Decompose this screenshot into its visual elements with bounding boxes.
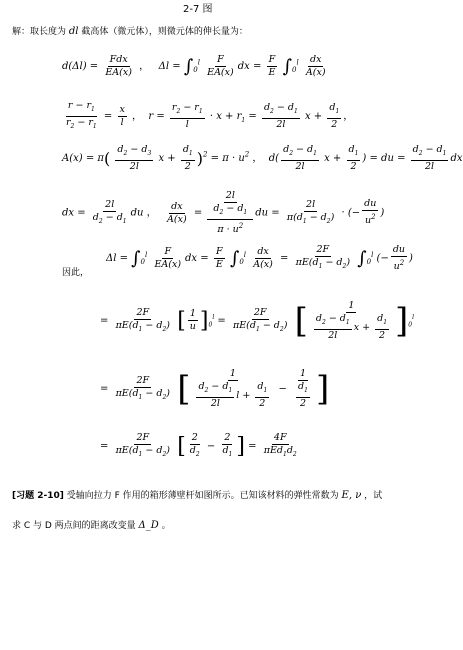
intro-rest: 截高体（微元体），则微元体的伸长量为： [81,27,248,37]
problem-constants: E, ν [341,490,362,501]
problem-text-1: 受轴向拉力 F 作用的箱形薄壁杆如图所示。已知该材料的弹性常数为 [66,491,339,501]
problem-text-2: 求 C 与 D 两点间的距离改变量 [12,521,136,531]
equation-4: dx = $\frac{2l}{d_2 - d_1}$ du ， $\frac{dx}{A(x)}$ = $\frac{\frac{2l}{d_2 - d_1}}{\pi \cdot u^2}$ du = $\frac{2l}{\pi(d_1 - d_2)}$ · (− $\frac{du}{u^2}$ ) [62,190,385,236]
problem-symbol: Δ_D [138,520,159,531]
eq1-text [0,0,1,1]
equation-8: = $\frac{2F}{\pi E(d_1 - d_2)}$ [ $\frac{2}{d_2}$ − $\frac{2}{d_1}$ ] = $\frac{4F}{\pi Ed_1d_2}$ [100,432,297,459]
figure-caption: 2-7 图 [183,4,213,15]
dl-symbol: dl [68,26,79,37]
problem-label: [习题 2-10] [12,491,64,501]
intro-text: 解：取长度为 [12,27,67,37]
equation-7: = $\frac{2F}{\pi E(d_1 - d_2)}$ [ 1 $\frac{d_2 - d_1}{2l}$ l + $\frac{d_1}{2}$ − $\frac{1}{\frac{d_1}{2}}$ ] [100,368,330,409]
equation-3: A(x) = π( $\frac{d_2 - d_3}{2l}$ x + $\frac{d_1}{2}$ )$^2 = \pi \cdot u^2$ ， d( $\frac{d_2 - d_1}{2l}$ x + $\frac{d_1}{2}$ ) = du = $\frac{d_2 - d_1}{2l}$ dx [62,144,463,172]
problem-line-1 [12,488,382,501]
equation-1: d(Δl) = $\frac{\text{Fdx}}{EA(x)}$ ， $\Delta l = \int_0^l$ $\frac{F}{EA(x)}$ dx = $\frac{F}{E}$ $\int_0^l$ $\frac{dx}{A(x)}$ [62,54,326,78]
problem-line-2 [12,518,171,531]
equation-2: $\frac{r - r_1}{r_2 - r_1}$ = $\frac{x}{l}$ ， r = $\frac{r_2 - r_1}{l}$ · $x + r_1$ = $\frac{d_2 - d_1}{2l}$ x + $\frac{d_1}{2}$ ， [66,100,354,130]
problem-text-1b: ，试 [364,491,383,501]
equation-6: = $\frac{2F}{\pi E(d_1 - d_2)}$ [ $\frac{1}{u}$ ]$_0^l$ = $\frac{2F}{\pi E(d_1 - d_2)}$ [ 1 $\frac{d_2 - d_1}{2l}$ x + $\frac{d_1}{2}$ ]$_0^l$ [100,300,415,341]
equation-5: $\Delta l = \int_0^l$ $\frac{F}{EA(x)}$ dx = $\frac{F}{E}$ $\int_0^l$ $\frac{dx}{A(x)}$ = $\frac{2F}{\pi E(d_1 - d_2)}$ $\int_0^l$ (− $\frac{du}{u^2}$ ) [106,244,413,273]
problem-text-2b: 。 [161,521,171,531]
intro-line [12,24,248,37]
therefore-label: 因此， [62,268,90,278]
